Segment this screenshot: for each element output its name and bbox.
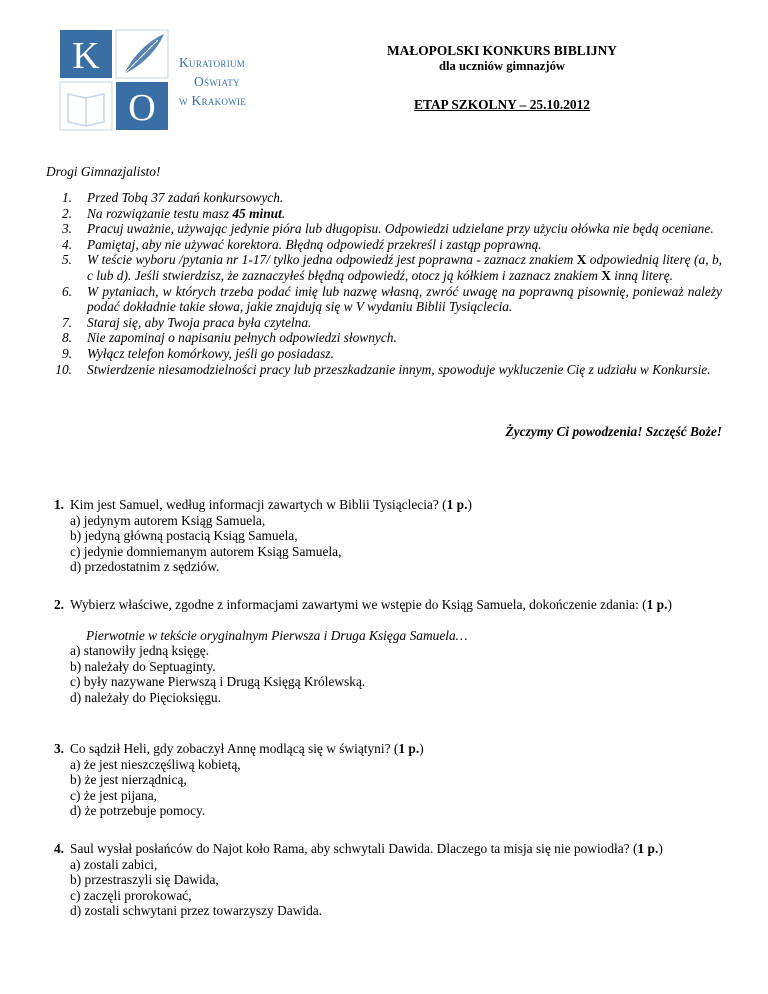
answer-option: d) że potrzebuje pomocy. [70, 803, 206, 819]
answer-option: a) stanowiły jedną księgę. [70, 643, 210, 659]
instruction-item: 8. Nie zapominaj o napisaniu pełnych odpowiedzi słownych. [61, 330, 397, 346]
answer-option: b) należały do Septuaginty. [70, 658, 216, 674]
question-1: 1. Kim jest Samuel, według informacji zawartych w Biblii Tysiąclecia? (1 p.) a) jedynym autorem Ksiąg Samuela, b) jedyną główną postacią Ksiąg Samuela, c) jedynie domniemanym autorem Ksiąg Samuela, d) przedostatnim z sędziów. [70, 497, 722, 575]
answer-option: c) jedynie domniemanym autorem Ksiąg Samuela, [70, 543, 342, 559]
logo-line-2: Oświaty [194, 74, 240, 89]
instruction-item: 2. Na rozwiązanie testu masz 45 minut. [61, 205, 286, 221]
answer-option: d) należały do Pięcioksięgu. [70, 689, 221, 705]
answer-option: a) że jest nieszczęśliwą kobietą, [70, 756, 241, 772]
answer-option: a) jedynym autorem Ksiąg Samuela, [70, 512, 266, 528]
answer-option: a) zostali zabici, [70, 856, 158, 872]
logo-emblem [58, 28, 178, 132]
answer-option: b) jedyną główną postacią Ksiąg Samuela, [70, 528, 298, 544]
answer-option: d) zostali schwytani przez towarzyszy Dawida. [70, 903, 323, 919]
question-text: Saul wysłał posłańców do Najot koło Rama, aby schwytali Dawida. Dlaczego ta misja się nie powiodła? (1 p.) [70, 841, 663, 856]
question-text: Co sądził Heli, gdy zobaczył Annę modlącą się w świątyni? (1 p.) [70, 741, 424, 756]
stage-date: ETAP SZKOLNY – 25.10.2012 [414, 97, 590, 112]
answer-option: c) były nazywane Pierwszą i Drugą Księgą Królewską. [70, 674, 366, 690]
question-text: Kim jest Samuel, według informacji zawartych w Biblii Tysiąclecia? (1 p.) [70, 497, 472, 512]
contest-title: MAŁOPOLSKI KONKURS BIBLIJNY [387, 43, 617, 58]
instructions-list [46, 190, 722, 377]
logo-line-1: Kuratorium [179, 55, 246, 70]
document-header [336, 42, 668, 113]
instruction-item: 5. W teście wyboru /pytania nr 1-17/ tylko jedna odpowiedź jest poprawna - zaznacz znakiem X odpowiednią literę (a, b, c lub d). Jeśli stwierdzisz, że zaznaczyłeś błędną odpowiedź, otocz ją kółkiem i zaznacz znakiem X inną literę. [61, 252, 722, 283]
answer-option: b) że jest nierządnicą, [70, 772, 187, 788]
instruction-item: 1. Przed Tobą 37 zadań konkursowych. [61, 190, 284, 205]
answer-option: c) zaczęli prorokować, [70, 887, 192, 903]
contest-subtitle: dla uczniów gimnazjów [439, 59, 565, 73]
instruction-item: 9. Wyłącz telefon komórkowy, jeśli go posiadasz. [61, 345, 334, 361]
answer-option: d) przedostatnim z sędziów. [70, 559, 220, 575]
logo-letter-o: O [128, 87, 156, 129]
instruction-item: 4. Pamiętaj, aby nie używać korektora. Błędną odpowiedź przekreśl i zastąp poprawną. [61, 236, 542, 252]
question-text: Wybierz właściwe, zgodne z informacjami zawartymi we wstępie do Ksiąg Samuela, dokończenie zdania: (1 p.) [70, 597, 672, 612]
question-2: 2. Wybierz właściwe, zgodne z informacjami zawartymi we wstępie do Ksiąg Samuela, dokończenie zdania: (1 p.) Pierwotnie w tekście oryginalnym Pierwsza i Druga Księga Samuela… a) stanowiły jedną księgę. b) należały do Septuaginty. c) były nazywane Pierwszą i Drugą Księgą Królewską. d) należały do Pięcioksięgu. [70, 597, 722, 706]
instruction-item: 7. Staraj się, aby Twoja praca była czytelna. [61, 314, 312, 330]
kuratorium-logo [58, 28, 298, 132]
logo-caption [179, 53, 246, 110]
question-intro: Pierwotnie w tekście oryginalnym Pierwsza i Druga Księga Samuela… [86, 627, 468, 643]
instruction-item: 10. Stwierdzenie niesamodzielności pracy lub przeszkadzanie innym, spowoduje wykluczenie Cię z udziału w Konkursie. [55, 361, 711, 377]
instruction-item: 3. Pracuj uważnie, używając jedynie pióra lub długopisu. Odpowiedzi udzielane przy użyciu ołówka nie będą oceniane. [61, 221, 714, 237]
answer-option: b) przestraszyli się Dawida, [70, 872, 219, 888]
greeting: Drogi Gimnazjalisto! [46, 164, 161, 179]
answer-option: c) że jest pijana, [70, 787, 157, 803]
instruction-item: 6. W pytaniach, w których trzeba podać imię lub nazwę własną, zwróć uwagę na poprawną pisownię, ponieważ należy podać dokładnie takie słowa, jakie znajdują się w V wydaniu Biblii Tysiąclecia. [61, 283, 722, 315]
logo-line-3: w Krakowie [179, 93, 247, 108]
logo-letter-k: K [72, 35, 100, 77]
question-4: 4. Saul wysłał posłańców do Najot koło Rama, aby schwytali Dawida. Dlaczego ta misja się nie powiodła? (1 p.) a) zostali zabici, b) przestraszyli się Dawida, c) zaczęli prorokować, d) zostali schwytani przez towarzyszy Dawida. [70, 841, 722, 919]
question-3: 3. Co sądził Heli, gdy zobaczył Annę modlącą się w świątyni? (1 p.) a) że jest nieszczęśliwą kobietą, b) że jest nierządnicą, c) że jest pijana, d) że potrzebuje pomocy. [70, 741, 722, 819]
closing-wish: Życzymy Ci powodzenia! Szczęść Boże! [505, 424, 722, 439]
